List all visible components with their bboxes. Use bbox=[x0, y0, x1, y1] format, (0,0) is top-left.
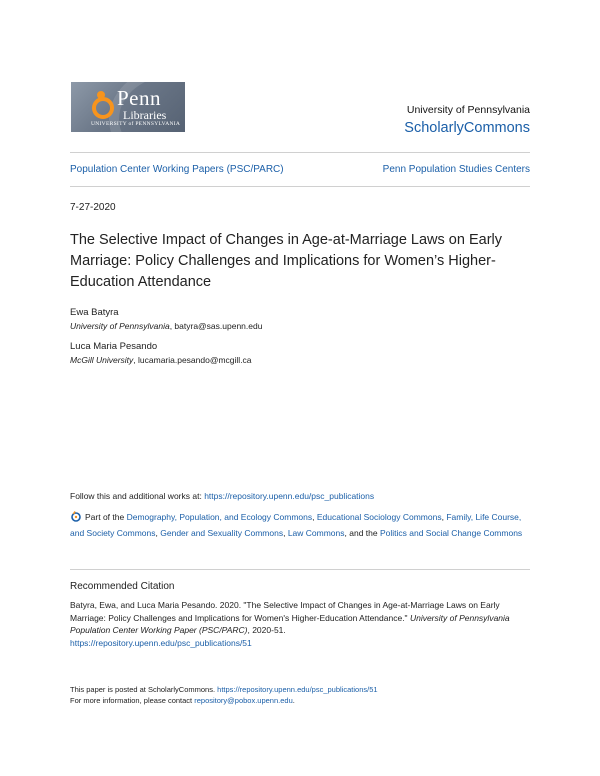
commons-link-law[interactable]: Law Commons bbox=[287, 528, 345, 538]
author-name: Luca Maria Pesando bbox=[70, 341, 158, 352]
commons-link-educational-sociology[interactable]: Educational Sociology Commons bbox=[316, 512, 442, 522]
university-name: University of Pennsylvania bbox=[406, 104, 530, 116]
penn-libraries-logo[interactable] bbox=[71, 82, 185, 132]
citation-url[interactable]: https://repository.upenn.edu/psc_publications/51 bbox=[70, 637, 252, 648]
separator: , bbox=[283, 528, 288, 538]
follow-link[interactable]: https://repository.upenn.edu/psc_publications bbox=[204, 491, 375, 501]
separator: , bbox=[441, 512, 447, 522]
commons-link-gender[interactable]: Gender and Sexuality Commons bbox=[160, 528, 284, 538]
citation-suffix: , 2020-51. bbox=[247, 625, 286, 635]
footer-posted-link[interactable]: https://repository.upenn.edu/psc_publications/51 bbox=[217, 685, 378, 694]
separator: , and the bbox=[344, 528, 380, 538]
footer-posted: This paper is posted at ScholarlyCommons. bbox=[70, 685, 218, 694]
author-email: lucamaria.pesando@mcgill.ca bbox=[138, 355, 252, 365]
scholarlycommons-link[interactable]: ScholarlyCommons bbox=[404, 120, 530, 136]
author-institution: McGill University bbox=[70, 355, 134, 365]
separator: , bbox=[155, 528, 161, 538]
divider bbox=[70, 152, 530, 153]
publication-date: 7-27-2020 bbox=[70, 202, 116, 213]
divider bbox=[70, 186, 530, 187]
breadcrumb-series-link[interactable]: Population Center Working Papers (PSC/PARC) bbox=[70, 164, 284, 175]
author-institution: University of Pennsylvania bbox=[70, 321, 170, 331]
commons-link-family[interactable]: Family, Life Course, and Society Commons bbox=[70, 512, 522, 538]
author-affiliation: University of Pennsylvania, batyra@sas.upenn.edu bbox=[70, 321, 263, 331]
footer bbox=[70, 684, 532, 706]
footer-period: . bbox=[292, 696, 295, 705]
citation-journal: University of Pennsylvania Population Center Working Paper (PSC/PARC) bbox=[70, 612, 510, 635]
citation-text bbox=[70, 599, 532, 649]
follow-label: Follow this and additional works at: bbox=[70, 491, 205, 501]
part-of-commons bbox=[70, 509, 532, 541]
author-affiliation: McGill University, lucamaria.pesando@mcgill.ca bbox=[70, 355, 252, 365]
logo-ring bbox=[92, 97, 114, 119]
citation-body: Batyra, Ewa, and Luca Maria Pesando. 2020. "The Selective Impact of Changes in Age-at-Marriage Laws on Early Marriage: Policy Challenges and Implications for Women's Higher-Education Attendance." bbox=[70, 600, 500, 623]
divider bbox=[70, 569, 530, 570]
recommended-citation-heading: Recommended Citation bbox=[70, 581, 175, 592]
part-of-prefix: Part of the bbox=[85, 512, 127, 522]
breadcrumb-center-link[interactable]: Penn Population Studies Centers bbox=[382, 164, 530, 175]
separator: , bbox=[312, 512, 317, 522]
footer-contact: For more information, please contact bbox=[70, 696, 195, 705]
author-email: batyra@sas.upenn.edu bbox=[174, 321, 263, 331]
footer-email-link[interactable]: repository@pobox.upenn.edu bbox=[194, 696, 293, 705]
follow-line bbox=[70, 491, 374, 501]
author-name: Ewa Batyra bbox=[70, 307, 119, 318]
open-access-icon bbox=[70, 510, 82, 522]
logo-libraries-text: Libraries bbox=[123, 108, 167, 122]
logo-penn-text: Penn bbox=[117, 86, 161, 110]
commons-link-politics[interactable]: Politics and Social Change Commons bbox=[379, 528, 523, 538]
commons-link-demography[interactable]: Demography, Population, and Ecology Commons bbox=[126, 512, 313, 522]
paper-title: The Selective Impact of Changes in Age-at-Marriage Laws on Early Marriage: Policy Challenges and Implications for Women’s Higher-Education Attendance bbox=[70, 232, 502, 290]
logo-university-text: UNIVERSITY of PENNSYLVANIA bbox=[91, 121, 181, 127]
